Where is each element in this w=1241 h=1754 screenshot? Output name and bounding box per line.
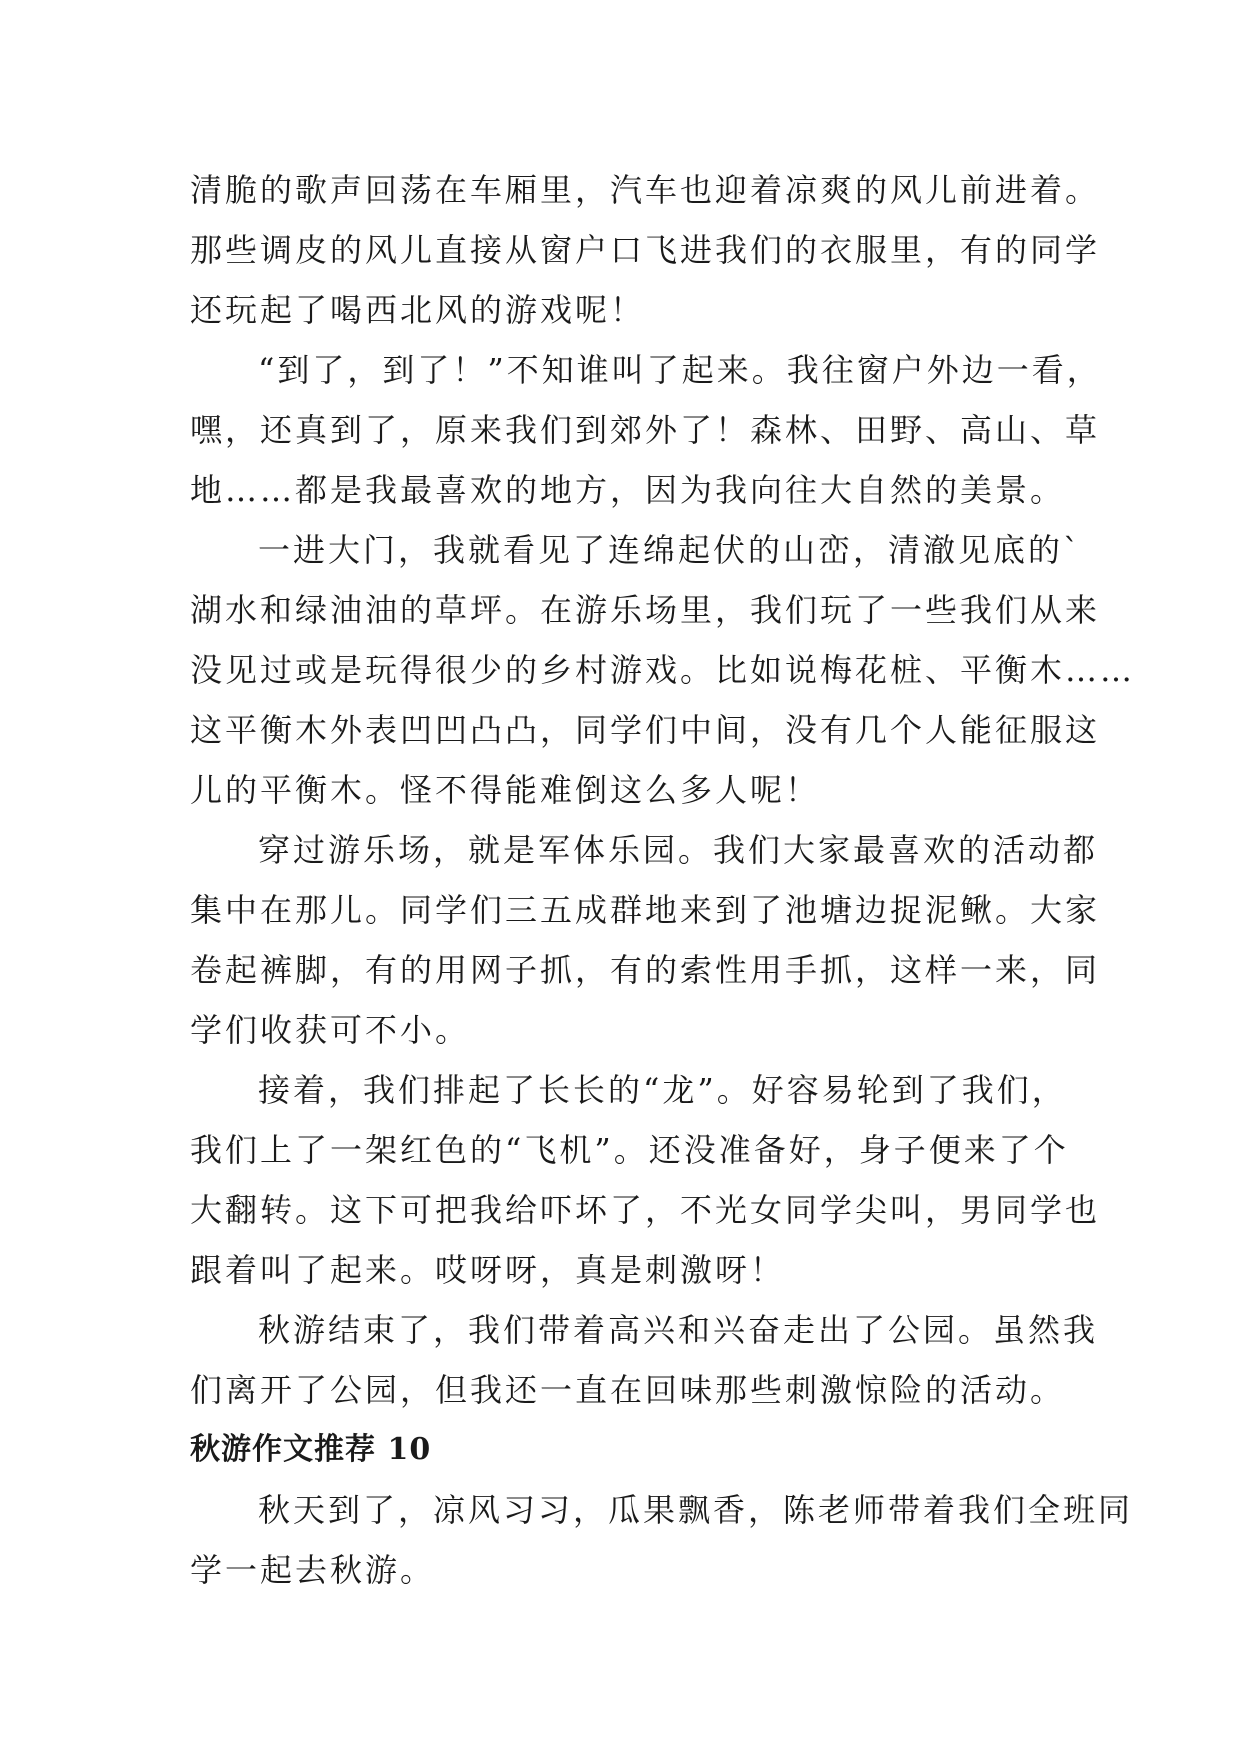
text-line: 一进大门，我就看见了连绵起伏的山峦，清澈见底的` [258, 531, 1083, 569]
document-body [190, 160, 1136, 1600]
text-line: 大翻转。这下可把我给吓坏了，不光女同学尖叫，男同学也 [190, 1191, 1101, 1229]
text-line: 穿过游乐场，就是军体乐园。我们大家最喜欢的活动都 [258, 831, 1099, 869]
text-line: 那些调皮的风儿直接从窗户口飞进我们的衣服里，有的同学 [190, 231, 1101, 269]
section-heading: 秋游作文推荐 10 [190, 1432, 432, 1467]
text-line: 这平衡木外表凹凹凸凸，同学们中间，没有几个人能征服这 [190, 711, 1101, 749]
paragraph-autumn-intro [190, 1480, 1134, 1600]
paragraph-playground [190, 520, 1136, 820]
text-line: 学们收获可不小。 [190, 1011, 471, 1049]
text-line: 还玩起了喝西北风的游戏呢！ [190, 291, 646, 329]
text-line: 秋游结束了，我们带着高兴和兴奋走出了公园。虽然我 [258, 1311, 1099, 1349]
text-line: 清脆的歌声回荡在车厢里，汽车也迎着凉爽的风儿前进着。 [190, 171, 1101, 209]
text-line: 学一起去秋游。 [190, 1551, 436, 1589]
text-line: 接着，我们排起了长长的“龙”。好容易轮到了我们， [258, 1071, 1067, 1109]
text-line: 集中在那儿。同学们三五成群地来到了池塘边捉泥鳅。大家 [190, 891, 1101, 929]
text-line: 儿的平衡木。怪不得能难倒这么多人呢！ [190, 771, 821, 809]
text-line: 地……都是我最喜欢的地方，因为我向往大自然的美景。 [190, 471, 1066, 509]
text-line: 们离开了公园，但我还一直在回味那些刺激惊险的活动。 [190, 1371, 1066, 1409]
text-line: “到了，到了！”不知谁叫了起来。我往窗户外边一看， [258, 351, 1102, 389]
paragraph-bus-ride [190, 160, 1101, 340]
text-line: 湖水和绿油油的草坪。在游乐场里，我们玩了一些我们从来 [190, 591, 1101, 629]
paragraph-military-park [190, 820, 1101, 1060]
paragraph-arrival [190, 340, 1102, 520]
text-line: 卷起裤脚，有的用网子抓，有的索性用手抓，这样一来，同 [190, 951, 1101, 989]
text-line: 跟着叫了起来。哎呀呀，真是刺激呀！ [190, 1251, 786, 1289]
text-line: 我们上了一架红色的“飞机”。还没准备好，身子便来了个 [190, 1131, 1069, 1169]
text-line: 没见过或是玩得很少的乡村游戏。比如说梅花桩、平衡木…… [190, 651, 1136, 689]
paragraph-airplane-ride [190, 1060, 1101, 1300]
text-line: 嘿，还真到了，原来我们到郊外了！森林、田野、高山、草 [190, 411, 1101, 449]
text-line: 秋天到了，凉风习习，瓜果飘香，陈老师带着我们全班同 [258, 1491, 1134, 1529]
paragraph-ending [190, 1300, 1099, 1420]
